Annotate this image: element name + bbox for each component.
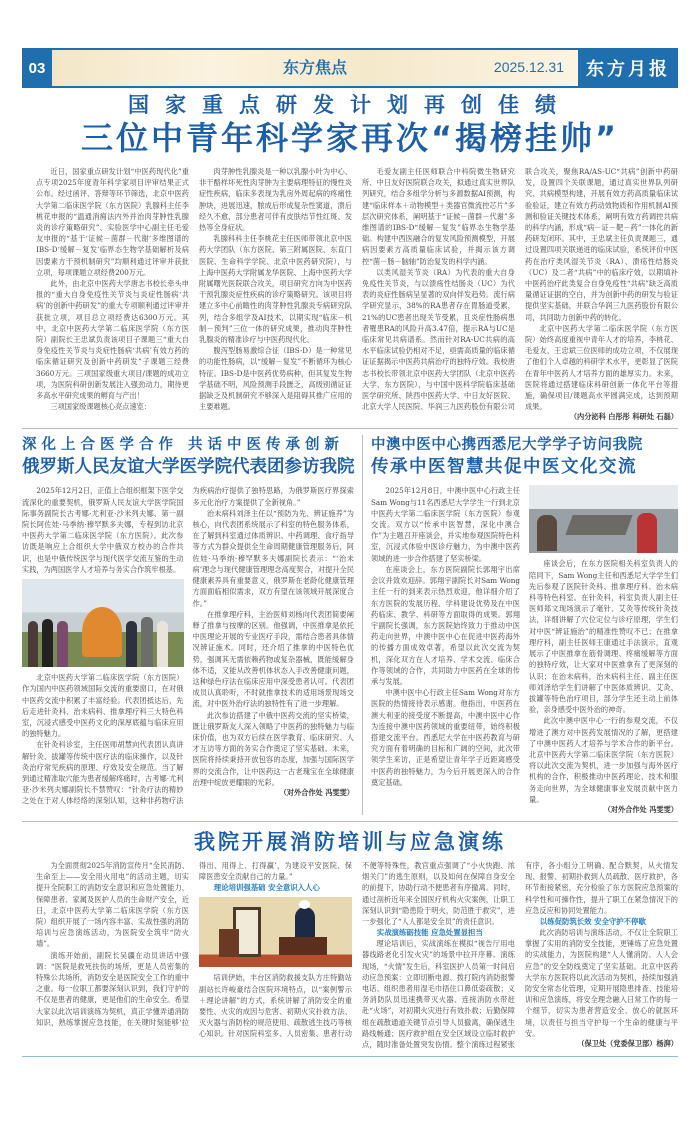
paragraph: 北京中医药大学第二临床医学院（东方医院）始终高度重视中青年人才的培养，李桃花、毛爱友、王忠斌三位医师的成功立项，不仅展现了他们个人卓越的科研学术水平，更彰显了医院在青年中医药人才培养方面的雄厚实力。未来，医院将通过搭建临床科研创新一体化平台等措施，确保项目/课题高水平圆满完成，达到预期成果。 bbox=[525, 323, 678, 412]
russia-headline: 俄罗斯人民友谊大学医学院代表团参访我院 bbox=[22, 457, 355, 478]
byline: （对外合作处 冯雯雯） bbox=[603, 804, 678, 814]
paragraph: 乳腺科科主任李桃花主任医师带领北京中医药大学团队（东方医院、第三附属医院、东直门医院、生命科学学院、北京中医药研究院），与上海中医药大学附属龙华医院、上海中医药大学附属曙光医院联合攻关，项目研究方向为中医药干预乳腺炎症性疾病的诊疗策略研究。该项目将建立多中心前瞻性的肉芽肿性乳腺炎专病研究队列，结合多组学及AI技术，以期实现“临床－机制－预判”三位一体的研究成果，推动肉芽肿性乳腺炎的精准诊疗与中医药现代化。 bbox=[199, 234, 352, 345]
paragraph: 理论培训后，实战演练在模拟“视告厅用电器线路老化引发火灾”的场景中拉开序幕。演练现场，“火情”发生后，科室医护人员第一时间启动应急预案：立即切断电源、拨打院内消防报警电话、组织患者用湿毛巾捂住口鼻低姿疏散；义务消防队员迅速携带灭火器、连接消防水带赶赴“火场”，对初期火灾进行有效扑救；后勤保障组在疏散通道关键节点引导人员撤离，确保逃生路线畅通；医疗救护组在安全区域设立临时救护点，随时准备处置突发伤情。整个演练过程紧张有序，各小组分工明确、配合默契，从火情发现、报警、初期扑救到人员疏散、医疗救护，各环节衔接紧密，充分检验了东方医院应急预案的科学性和可操作性，提升了职工在紧急情况下的应急反应和协同处置能力。 bbox=[362, 860, 678, 1049]
byline: （对外合作处 冯雯雯） bbox=[279, 787, 354, 797]
subheading: 以练促防筑长效 安全守护不停歇 bbox=[539, 916, 646, 926]
paragraph: 在推拿理疗科，主治医师刘杨向代表团简要阐释了推拿与按摩的区别。他强调，中医推拿是依托中医理论开展的专业医疗手段，需结合患者具体情况辨证施术。同时，还介绍了推拿的中医特色优势，强调其无需依赖药物或复杂器械，既能缓解身体不适，又能从改善机体状态入手改善健康问题，这种绿色疗法在临床应用中深受患者认可。代表团成员认真聆听，不时就推拿技术的适用场景现场交流，对中医外治疗法的独特性有了进一步理解。 bbox=[192, 609, 354, 709]
paragraph: 在针灸科诊室，主任医师胡慧向代表团认真讲解针灸、拔罐等传统中医疗法的临床操作，以及针灸治疗常见疾病的原理、疗效及安全规范。当了解到通过精准取穴能为患者缓解疼痛时，古考娜·尤利亚·沙米列夫娜副院长不禁赞叹：“针灸疗法的精妙之处在于对人体经络的深刻认知，这种非药物疗法为疾病治疗提供了独特思路，为俄罗斯医疗界探索多元化治疗方案提供了全新视角。” bbox=[22, 486, 354, 806]
paragraph: 2025年12月2日，正值上合组织框架下医学交流深化的重要契机，俄罗斯人民友谊大学医学院国际事务副院长古考娜·尤利亚·沙米列夫娜、第一副院长阿佐娃·马季纳·穆罕默多夫娜，专程到访北京中医药大学第二临床医学院（东方医院）。此次参访既是响应上合组织大学中俄双方校办的合作共识，也是中俄传统医学与现代医学交流互鉴的生动实践，为两国医学人才培养与务实合作筑牢根基。 bbox=[22, 486, 184, 574]
paragraph: 座谈会后，在东方医院相关科室负责人的陪同下，Sam Wong主任和西悉尼大学学生们先后参观了医院针灸科、推拿理疗科、治未病科等特色科室。在针灸科，科室负责人副主任医师郑文现场演示了毫针、艾灸等传统针灸技法，详细讲解了穴位定位与诊疗原理，学生们对中医“辨证施治”的精准性赞叹不已；在推拿理疗科，副主任医师王康通过手法演示，直观展示了中医推拿在筋骨调理、疼痛缓解等方面的独特疗效，让大家对中医推拿有了更深刻的认识；在治未病科，治未病科主任、副主任医师刘泽给学生们讲解了中医体质辨识、艾灸、拔罐等特色治疗项目，部分学生还主动上前体验，亲身感受中医外治的神奇。 bbox=[529, 559, 678, 715]
russia-article bbox=[22, 435, 362, 814]
paragraph: 近日，国家重点研发计划“中医药现代化”重点专项2025年度青年科学家项目评审结果正式公布。经过函评、答辩等环节筛选，北京中医药大学第二临床医学院（东方医院）乳腺科主任李桃花申报的“温通消痈法内外并治肉芽肿性乳腺炎的诊疗策略研究”、实验医学中心副主任毛爱友申报的“基于‘证候－菌群－代谢’多维图谱的IBS-D‘缓解－复发’临界态生物学基础解析及病因要素方干预机制研究”均顺利通过评审并获批立项，每项课题立项经费200万元。 bbox=[36, 167, 189, 277]
section-title: 东方焦点 bbox=[282, 58, 347, 77]
meeting-room-photo bbox=[529, 485, 678, 553]
russia-kicker: 深化上合医学合作 共话中医传承创新 bbox=[22, 436, 345, 454]
page-number: 03 bbox=[22, 50, 52, 86]
paragraph: 治未病科刘泽主任以“预防为先、辨证施养”为核心，向代表团系统展示了科室的特色服务体系，在了解到科室通过体质辨识、中药调理、食疗指导等方式为群众提供全生命周期健康管理服务后，阿佐娃·马季纳·穆罕默多夫娜副院长表示：“‘治未病’理念与现代健康管理理念高度契合，对提升全民健康素养具有重要意义，俄罗斯在老龄化健康管理方面面临相似需求，双方有望在该领域开展深度合作。” bbox=[192, 508, 354, 608]
paragraph: 此次中澳中医中心一行的参观交流，不仅增进了澳方对中医药发展情况的了解，更搭建了中澳中医药人才培养与学术合作的新平台。北京中医药大学第二临床医学院（东方医院）将以此次交流为契机，进一步加强与海外医疗机构的合作，积极推动中医药理论、技术和服务走向世界，为全球健康事业发展贡献中医力量。 bbox=[529, 716, 678, 804]
paragraph: 腹泻型肠易激综合征（IBS-D）是一种常见的功能性肠病，以“缓解－复发”不断循环为核心特征。IBS-D是中医药优势病种，但其复发生物学基础不明，风险预测手段匮乏，高级别循证证据缺乏及机制研究不够深入是阻碍其推广应用的主要难题。 bbox=[199, 346, 352, 412]
section-divider bbox=[22, 821, 678, 822]
paragraph: 以类风湿关节炎（RA）为代表的重大自身免疫性关节炎，与以溃疡性结肠炎（UC）为代表的炎症性肠病呈显著的双向伴发趋势。流行病学研究显示，38%的RA患者存在胃肠道受累，21%的UC患者出现关节受累，且炎症性肠病患者罹患RA的风险升高3.47倍，提示RA与UC是临床常见共病谱系。然而针对RA-UC共病的高水平临床试验仍相对不足，亟需高质量的临床循证证据揭示中医药共病治疗的独特疗效。我校唐志书校长带领北京中医药大学团队（北京中医药大学、东方医院），与中国中医科学院临床基础医学研究所、陕西中医药大学、中日友好医院、北京大学人民医院、华润三九医药股份有限公司联合攻关，聚焦RA/AS-UC“共病”创新中药研发，设置四个关联课题，通过真实世界队列研究、共病模型构建，开展有效方药高质量临床试验验证，建立有效方药动效物质和作用机制AI预测和验证关键技术体系，阐明有效方药调控共病的科学内涵，形成“病－证－靶－药”一体化的新药研发闭环。其中，王忠斌主任负责课题三，通过设置四项关联递进的临床试验，系统评价中医药在治疗类风湿关节炎（RA）、溃疡性结肠炎（UC）及二者“共病”中的临床疗效，以期填补中医药治疗此类复合自身免疫性“共病”缺乏高质量循证证据的空白，并为创新中药的研发与验证提供坚实基础，并联合华润三九医药股份有限公司，共同助力创新中药的转化。 bbox=[362, 167, 678, 412]
australia-article bbox=[362, 435, 678, 814]
fire-training-photo bbox=[199, 897, 352, 967]
paragraph: 中澳中医中心行政主任Sam Wong对东方医院的热情接待表示感谢。他指出，中医药在澳大利亚的接受度不断提高，中澳中医中心作为连接中澳中医药领域的重要纽带，始终积极搭建交流平台。西悉尼大学在中医药教育与研究方面有着明确的目标和广阔的空间，此次带领学生来访，正是希望让青年学子近距离感受中医药的独特魅力，为今后开展更深入的合作奠定基础。 bbox=[371, 688, 520, 787]
paragraph: 三项国家级课题核心亮点速览： bbox=[50, 402, 152, 412]
middle-section bbox=[22, 435, 678, 814]
paragraph: 为全面贯彻2025年消防宣传月“全民消防、生命至上——安全用火用电”的活动主题，切实提升全院职工的消防安全意识和应急处置能力，保障患者、家属及医护人员的生命财产安全，近日，北京中医药大学第二临床医学院（东方医院）组织开展了一场内容丰富、实战性强的消防培训与应急演练活动，为医院安全筑牢“防火墙”。 bbox=[36, 860, 189, 949]
byline: （保卫处（党委保卫部）杨湃） bbox=[577, 1038, 678, 1048]
fire-article-body bbox=[36, 860, 678, 1050]
australia-article-body bbox=[371, 485, 678, 814]
australia-kicker: 中澳中医中心携西悉尼大学学子访问我院 bbox=[371, 436, 643, 454]
lead-headline: 三位中青年科学家再次“揭榜挂帅” bbox=[80, 119, 620, 157]
issue-date: 2025.12.31 bbox=[493, 59, 564, 75]
paragraph: 肉芽肿性乳腺炎是一种以乳腺小叶为中心、非干酪样坏死性肉芽肿为主要病理特征的慢性炎症性疾病，临床多表现为乳房外周起病的疼痛性肿块，进展迅速，脓成后形成复杂性窦道，溃后经久不愈，部分患者可伴有皮肤结节性红斑、发热等全身症状。 bbox=[199, 167, 352, 233]
paragraph: 演练开始前，副院长吴疆在动员讲话中强调：“医院是救死扶伤的场所，更是人员密集的特殊公共场所，消防安全是医院安全工作的重中之重。每一位职工都要深刻认识到，我们守护的不仅是患者的健康，更是他们的生命安全。希望大家以此次培训演练为契机，真正学懂弄通消防知识，熟练掌握应急技能，在关键时刻能够‘拉得出、用得上、打得赢’，为建设平安医院、保障医患安全贡献自己的力量。” bbox=[36, 860, 352, 1027]
page-header-band bbox=[22, 48, 678, 88]
byline: （内分泌科 白彤彤 科研处 石磊） bbox=[569, 412, 678, 422]
subheading: 理论培训强基础 安全意识入人心 bbox=[213, 883, 320, 893]
paragraph: 北京中医药大学第二临床医学院（东方医院）作为国内中医药领域国际交流的重要窗口，在对俄中医药交流中积累了丰富经验。代表团抵达后，先后走进针灸科、治未病科、推拿理疗科三大特色科室，沉浸式感受中医药文化的深厚底蕴与临床应用的独特魅力。 bbox=[22, 673, 184, 739]
paragraph: 此外，由北京中医药大学唐志书校长牵头申报的“重大自身免疫性关节炎与炎症性肠病‘共病’的创新中药研发”的重大专项顺利通过评审并获批立项，项目总立项经费达6300万元。其中，北京中医药大学第二临床医学院（东方医院）副院长王忠斌负责该项目子课题三“重大自身免疫性关节炎与炎症性肠病‘共病’有效方药的临床循证研究及创新中药研发”子课题三经费3660万元。三项国家级重大项目/课题的成功立项，为医院科研创新发展注入强劲动力，期待更多高水平研究成果的孵育与产出！ bbox=[36, 279, 189, 401]
subheading: 实战演练砺技能 应急处置显担当 bbox=[376, 928, 483, 938]
paragraph: 2025年12月8日，中澳中医中心行政主任Sam Wong与11名西悉尼大学学生一行到北京中医药大学第二临床医学院（东方医院）参观交流。双方以“传承中医智慧，深化中澳合作”为主题召开座谈会，并实地参观医院特色科室，沉浸式体验中医诊疗魅力，为中澳中医药领域的进一步合作搭建了坚实桥梁。 bbox=[371, 486, 520, 563]
bottom-rule bbox=[22, 1056, 678, 1057]
lead-kicker: 国家重点研发计划再创佳绩 bbox=[128, 93, 572, 117]
header-banner bbox=[52, 50, 578, 86]
russia-article-body bbox=[22, 485, 354, 806]
paragraph: 毛爱友副主任医师联合中科院微生物研究所、中日友好医院联合攻关，拟通过真实世界队列研究，结合多组学分析与多源数据AI预测，构建“临床样本＋动物模型＋类器官微流控芯片”多层次研究体系，阐明基于“证候－菌群－代谢”多维图谱的IBS-D“缓解－复发”临界态生物学基础。构建中西医融合的复发风险预测模型，开展病因要素方高质量临床试验，并揭示该方调控“菌－肠－脑轴”防治复发的科学内涵。 bbox=[362, 167, 515, 266]
paragraph: 此次消防培训与演练活动，不仅让全院职工掌握了实用的消防安全技能，更锤炼了应急处置的实战能力，为医院构建“人人懂消防、人人会应急”的安全防线奠定了坚实基础。北京中医药大学东方医院将以此次活动为契机，持续加强消防安全常态化管理，定期开展隐患排查、技能培训和应急演练，将安全理念融入日常工作的每一个细节，切实为患者营造安全、放心的就医环境，以责任与担当守护每一个生命的健康与平安。 bbox=[525, 927, 678, 1038]
delegation-group-photo bbox=[22, 579, 184, 667]
paragraph: 在座谈会上，东方医院副院长郭翔宇出席会议并致欢迎辞。郭翔宇副院长对Sam Wong主任一行的到来表示热烈欢迎，他详细介绍了东方医院的发展历程、学科建设优势及在中医药临床、教学、科研等方面取得的成果。郭翔宇副院长强调，东方医院始终致力于推动中医药走向世界，中澳中医中心在促进中医药海外的传播方面成效卓著，希望以此次交流为契机，深化双方在人才培养、学术交流、临床合作等领域的合作，共同助力中医药在全球的传承与发展。 bbox=[371, 564, 520, 686]
fire-drill-headline: 我院开展消防培训与应急演练 bbox=[194, 829, 506, 854]
paragraph: 培训伊始，丰台区消防救援支队方庄特勤站副站长许峻豪结合医院环境特点，以“案例警示＋理论讲解”的方式，系统讲解了消防安全的重要性、火灾的成因与危害、初期火灾扑救方法、灭火器与消防栓的规范使用、疏散逃生技巧等核心知识。针对医院科室多、人员密集、患者行动不便等特殊性，教官重点强调了“小火快跑、浓烟关门”的逃生原则，以及如何在保障自身安全的前提下，协助行动不便患者有序撤离。同时，通过剖析近年来全国医疗机构火灾案例，让职工深刻认识到“隐患险于明火，防范胜于救灾”，进一步强化了“人人都是安全员”的责任意识。 bbox=[199, 860, 515, 1039]
lead-article-body bbox=[36, 166, 678, 422]
masthead-logo: 东方月报 bbox=[578, 50, 678, 86]
paragraph: 此次参访搭建了中俄中医药交流的坚实桥梁，既让俄罗斯友人深入领略了中医药的独特魅力与临床价值，也为双方后续在医学教育、临床研究、人才互访等方面的务实合作奠定了坚实基础。未来，医院将持续秉持开放包容的态度，加强与国际医学界的交流合作，让中医药这一古老瑰宝在全球健康治理中绽放更耀眼的光彩。 bbox=[192, 710, 354, 787]
australia-headline: 传承中医智慧共促中医文化交流 bbox=[371, 457, 637, 478]
section-divider bbox=[22, 428, 678, 429]
